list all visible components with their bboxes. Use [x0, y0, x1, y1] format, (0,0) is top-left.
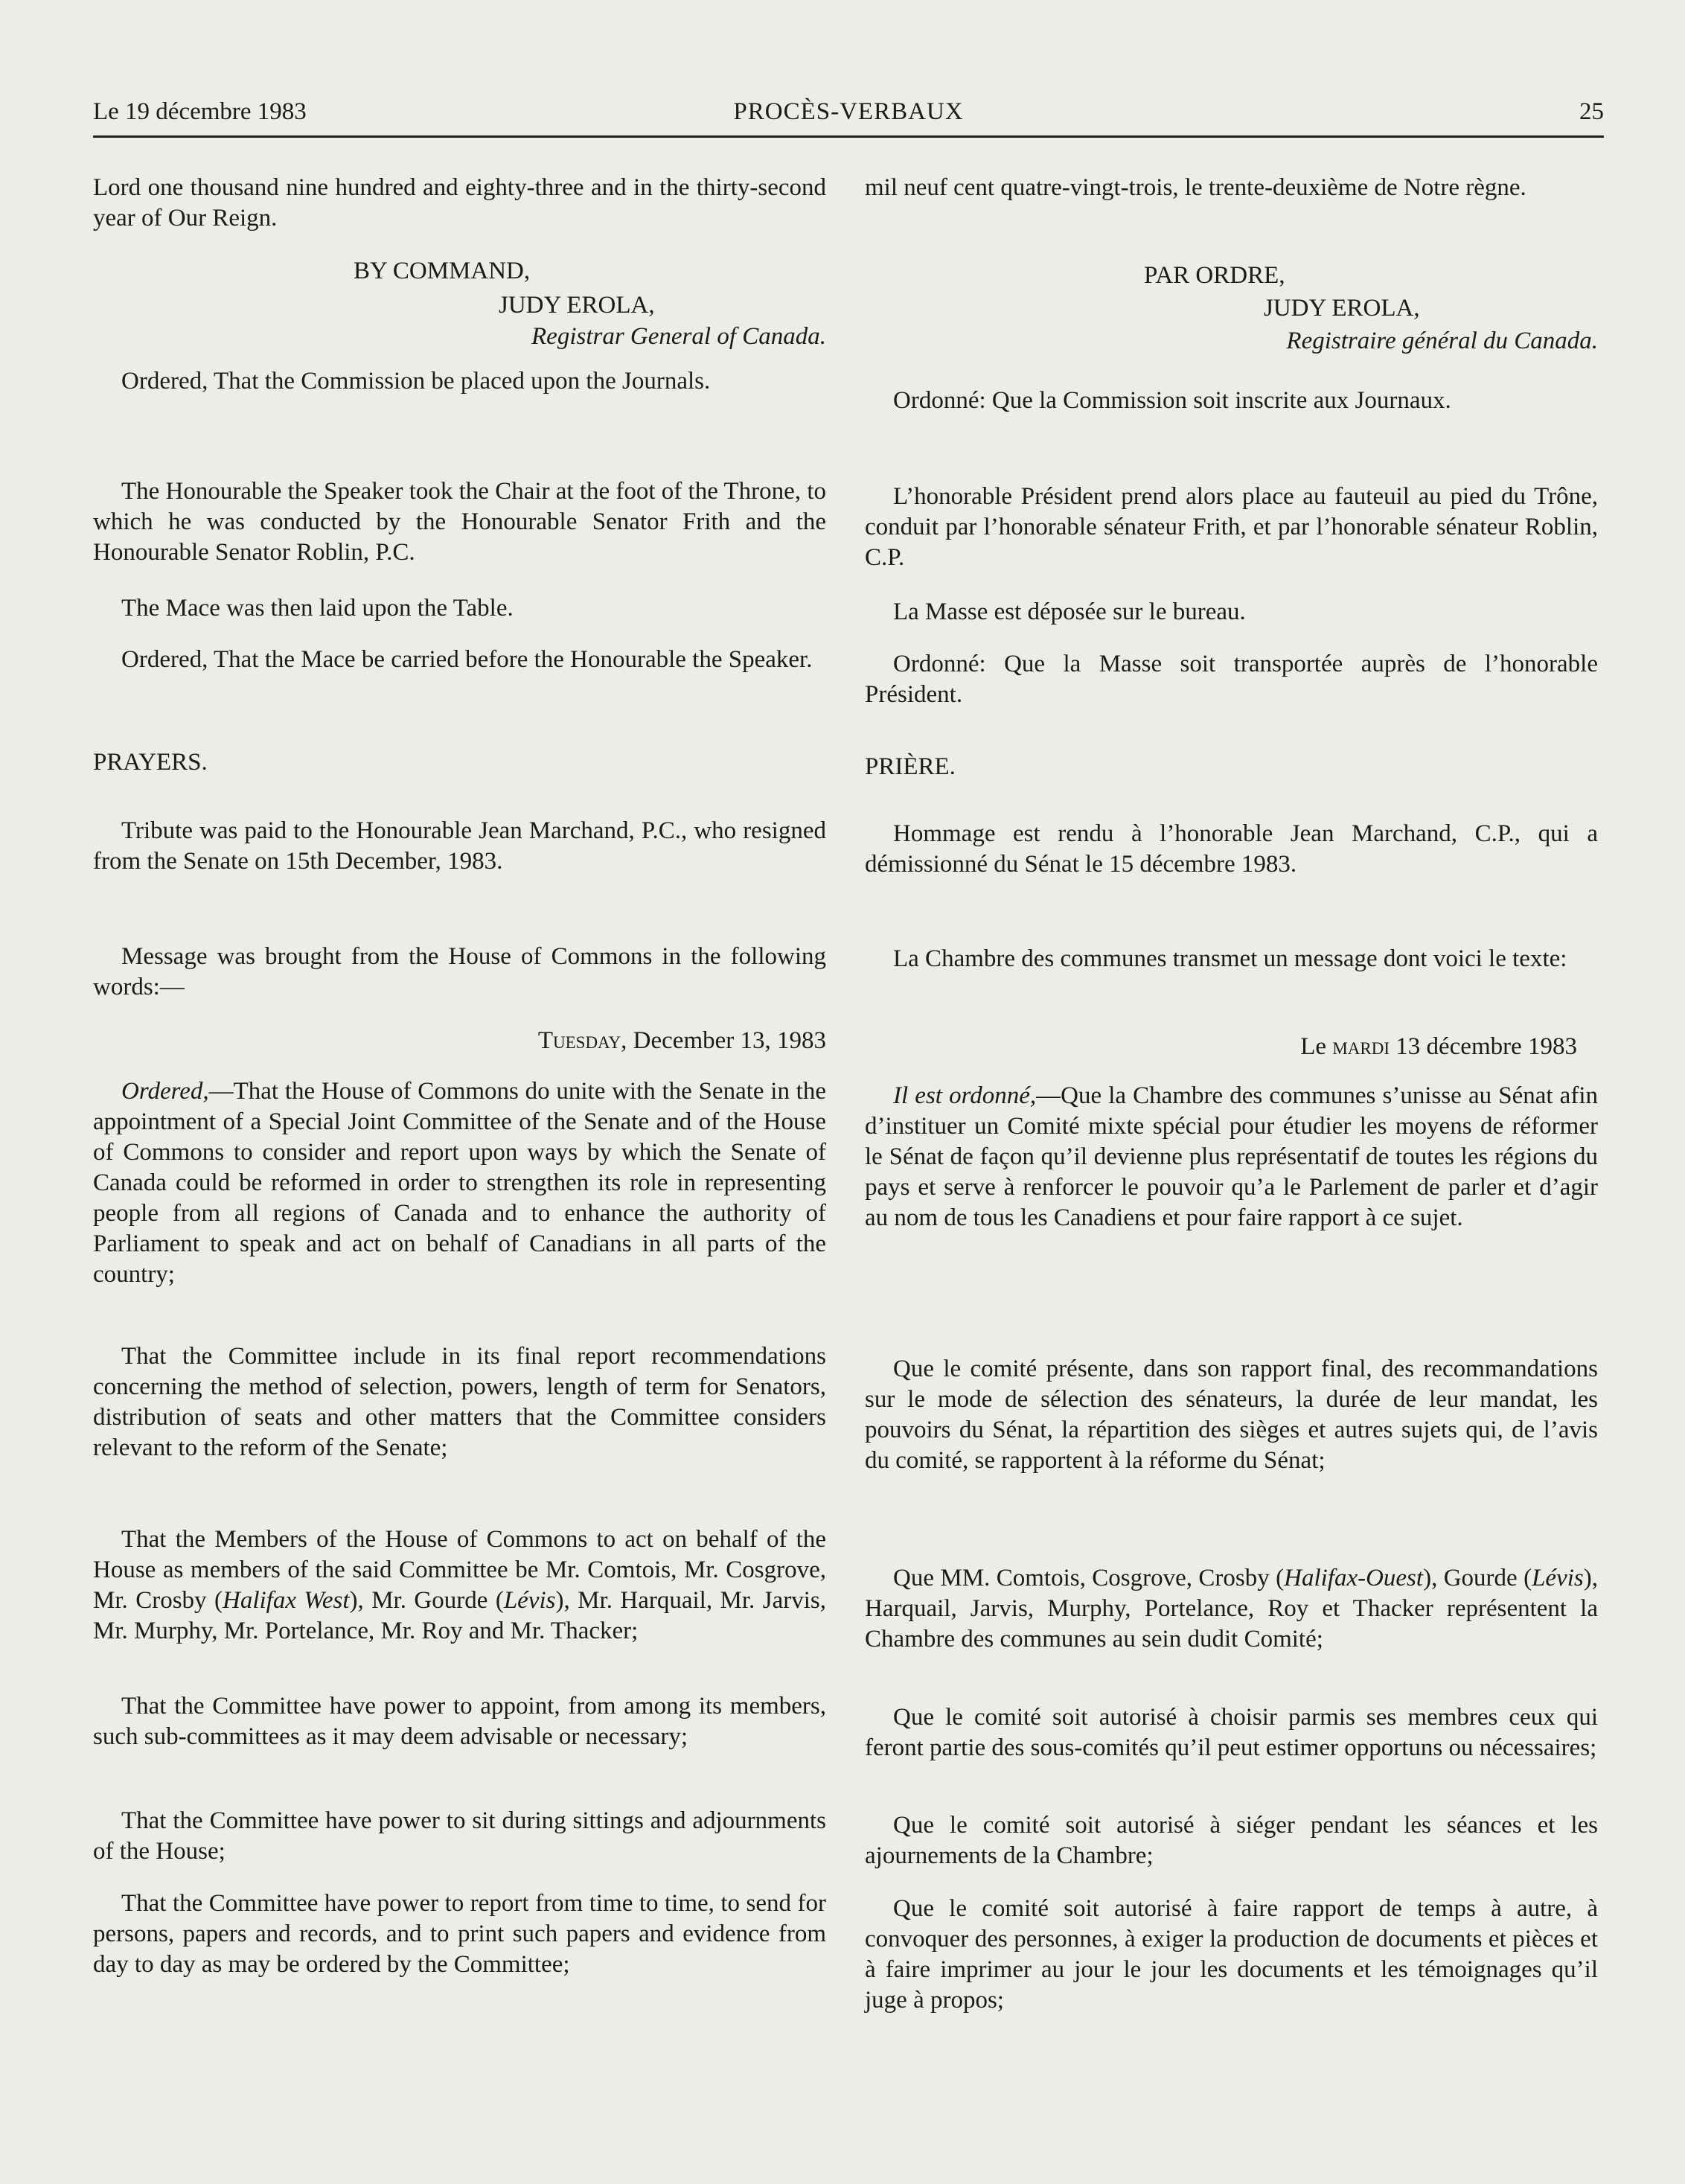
fr-signatory: JUDY EROLA,	[1264, 295, 1420, 322]
en-prayers: PRAYERS.	[93, 749, 208, 776]
fr-ordered-joint-committee: Il est ordonné,—Que la Chambre des communes s’unisse au Sénat afin d’instituer un Comité mixte spécial pour étudier les moyens de réformer le Sénat de façon qu’il devienne plus représentatif de toutes les régions du pays et serve à renforcer le pouvoir qu’a le Parlement de parler et d’agir au nom de tous les Canadiens et pour faire rapport à ce sujet.	[865, 1082, 1598, 1231]
fr-sit: Que le comité soit autorisé à siéger pendant les séances et les ajournements de la Chambre;	[865, 1812, 1598, 1869]
en-ordered-joint-committee: Ordered,—That the House of Commons do unite with the Senate in the appointment of a Special Joint Committee of the Senate and of the House of Commons to consider and report upon ways by which the Senate of Canada could be reformed in order to strengthen its role in representing people from all regions of Canada and to enhance the authority of Parliament to speak and act on behalf of Canadians in all parts of the country;	[93, 1078, 826, 1288]
fr-message: La Chambre des communes transmet un message dont voici le texte:	[893, 945, 1567, 972]
en-subcommittees: That the Committee have power to appoint, from among its members, such sub-committees as it may deem advisable or necessary;	[93, 1693, 826, 1750]
fr-prayers: PRIÈRE.	[865, 753, 956, 780]
fr-mace-laid: La Masse est déposée sur le bureau.	[893, 598, 1246, 625]
page-header	[93, 98, 1604, 138]
header-date: Le 19 décembre 1983	[93, 98, 307, 125]
en-members: That the Members of the House of Commons to act on behalf of the House as members of the said Committee be Mr. Comtois, Mr. Cosgrove, Mr. Crosby (Halifax West), Mr. Gourde (Lévis), Mr. Harquail, Mr. Jarvis, Mr. Murphy, Mr. Portelance, Mr. Roy and Mr. Thacker;	[93, 1526, 826, 1644]
en-final-report: That the Committee include in its final report recommendations concerning the method of selection, powers, length of term for Senators, distribution of seats and other matters that the Committee considers relevant to the reform of the Senate;	[93, 1343, 826, 1461]
en-tribute: Tribute was paid to the Honourable Jean Marchand, P.C., who resigned from the Senate on 15th December, 1983.	[93, 817, 826, 875]
en-message-date: Tuesday, December 13, 1983	[537, 1027, 826, 1054]
en-ordered-mace: Ordered, That the Mace be carried before the Honourable the Speaker.	[121, 646, 813, 673]
fr-subcommittees: Que le comité soit autorisé à choisir parmis ses membres ceux qui feront partie des sous-comités qu’il peut estimer opportuns ou nécessaires;	[865, 1704, 1598, 1761]
fr-ordered-mace: Ordonné: Que la Masse soit transportée auprès de l’honorable Président.	[865, 651, 1598, 708]
en-speaker-chair: The Honourable the Speaker took the Chair at the foot of the Throne, to which he was conducted by the Honourable Senator Frith and the Honourable Senator Roblin, P.C.	[93, 478, 826, 566]
fr-members: Que MM. Comtois, Cosgrove, Crosby (Halifax-Ouest), Gourde (Lévis), Harquail, Jarvis, Murphy, Portelance, Roy et Thacker représentent la Chambre des communes au sein dudit Comité;	[865, 1565, 1598, 1653]
header-title: PROCÈS-VERBAUX	[733, 98, 964, 125]
fr-signatory-title: Registraire général du Canada.	[1286, 328, 1598, 354]
en-signatory-title: Registrar General of Canada.	[531, 323, 826, 350]
en-signatory: JUDY EROLA,	[499, 292, 655, 319]
en-reign-text: Lord one thousand nine hundred and eighty-three and in the thirty-second year of Our Reign.	[93, 174, 826, 232]
fr-message-date: Le mardi 13 décembre 1983	[1300, 1033, 1577, 1060]
fr-final-report: Que le comité présente, dans son rapport final, des recommandations sur le mode de sélection des sénateurs, la durée de leur mandat, les pouvoirs du Sénat, la répartition des sièges et autres sujets qui, de l’avis du comité, se rapportent à la réforme du Sénat;	[865, 1356, 1598, 1474]
en-by-command: BY COMMAND,	[354, 258, 531, 284]
page-number: 25	[1579, 98, 1604, 125]
en-ordered-commission: Ordered, That the Commission be placed upon the Journals.	[121, 368, 711, 395]
fr-tribute: Hommage est rendu à l’honorable Jean Marchand, C.P., qui a démissionné du Sénat le 15 décembre 1983.	[865, 820, 1598, 878]
fr-ordered-commission: Ordonné: Que la Commission soit inscrite aux Journaux.	[893, 387, 1451, 414]
en-report-power: That the Committee have power to report from time to time, to send for persons, papers and records, and to print such papers and evidence from day to day as may be ordered by the Committee;	[93, 1890, 826, 1978]
en-mace-laid: The Mace was then laid upon the Table.	[121, 595, 514, 622]
fr-speaker-chair: L’honorable Président prend alors place au fauteuil au pied du Trône, conduit par l’honorable sénateur Frith, et par l’honorable sénateur Roblin, C.P.	[865, 483, 1598, 571]
fr-report-power: Que le comité soit autorisé à faire rapport de temps à autre, à convoquer des personnes, à exiger la production de documents et pièces et à faire imprimer au jour le jour les documents et les témoignages qu’il juge à propos;	[865, 1895, 1598, 2014]
en-message: Message was brought from the House of Commons in the following words:—	[93, 943, 826, 1000]
fr-by-command: PAR ORDRE,	[1144, 262, 1285, 289]
fr-reign-text: mil neuf cent quatre-vingt-trois, le trente-deuxième de Notre règne.	[865, 174, 1526, 201]
en-sit: That the Committee have power to sit during sittings and adjournments of the House;	[93, 1807, 826, 1865]
